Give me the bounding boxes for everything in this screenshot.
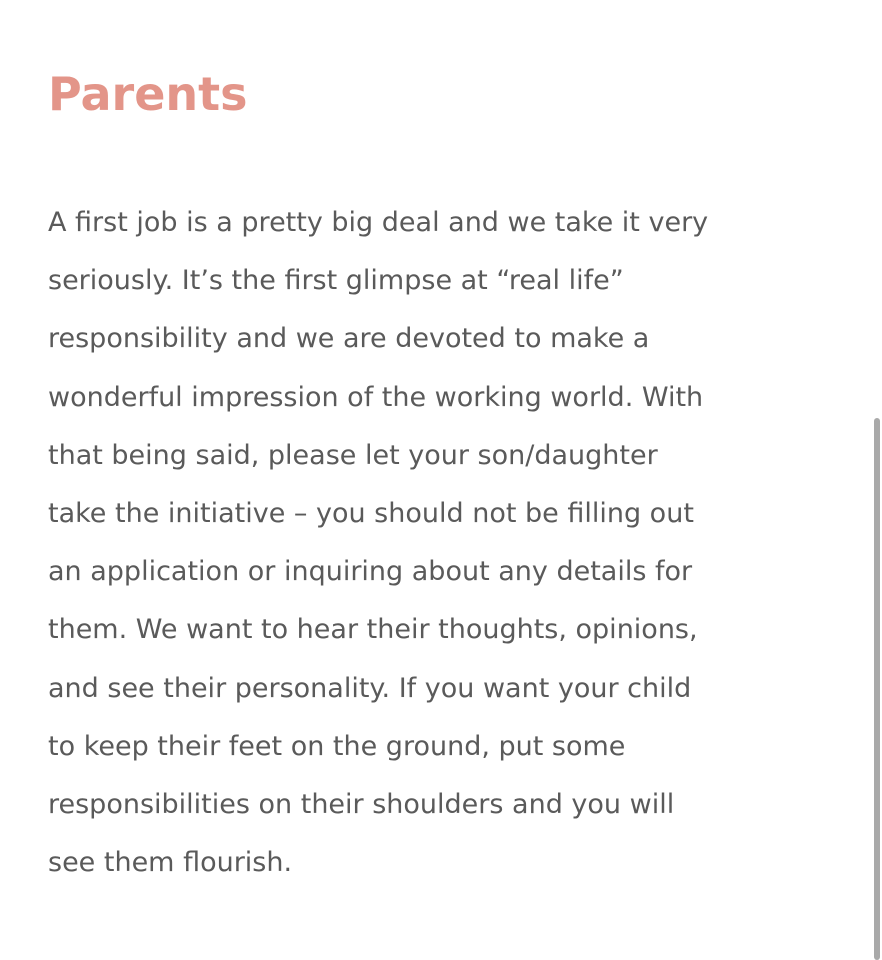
section-title: Parents	[48, 67, 248, 121]
paragraph-line: them. We want to hear their thoughts, opinions,	[48, 614, 698, 646]
scrollbar-thumb[interactable]	[874, 418, 880, 960]
paragraph-line: and see their personality. If you want your child	[48, 672, 692, 704]
paragraph-line: responsibilities on their shoulders and you will	[48, 789, 675, 821]
content-section	[48, 58, 838, 892]
paragraph-line: see them flourish.	[48, 847, 293, 879]
paragraph-line: take the initiative – you should not be filling out	[48, 498, 694, 530]
paragraph-line: an application or inquiring about any details for	[48, 556, 693, 588]
paragraph-line: seriously. It’s the first glimpse at “real life”	[48, 265, 624, 297]
paragraph-line: that being said, please let your son/daughter	[48, 439, 658, 471]
paragraph-line: wonderful impression of the working world. With	[48, 381, 704, 413]
paragraph-line: responsibility and we are devoted to make a	[48, 323, 650, 355]
paragraph-line: A first job is a pretty big deal and we take it very	[48, 207, 709, 238]
vertical-scrollbar[interactable]	[868, 0, 882, 960]
section-paragraph	[48, 194, 838, 892]
paragraph-line: to keep their feet on the ground, put some	[48, 730, 626, 762]
